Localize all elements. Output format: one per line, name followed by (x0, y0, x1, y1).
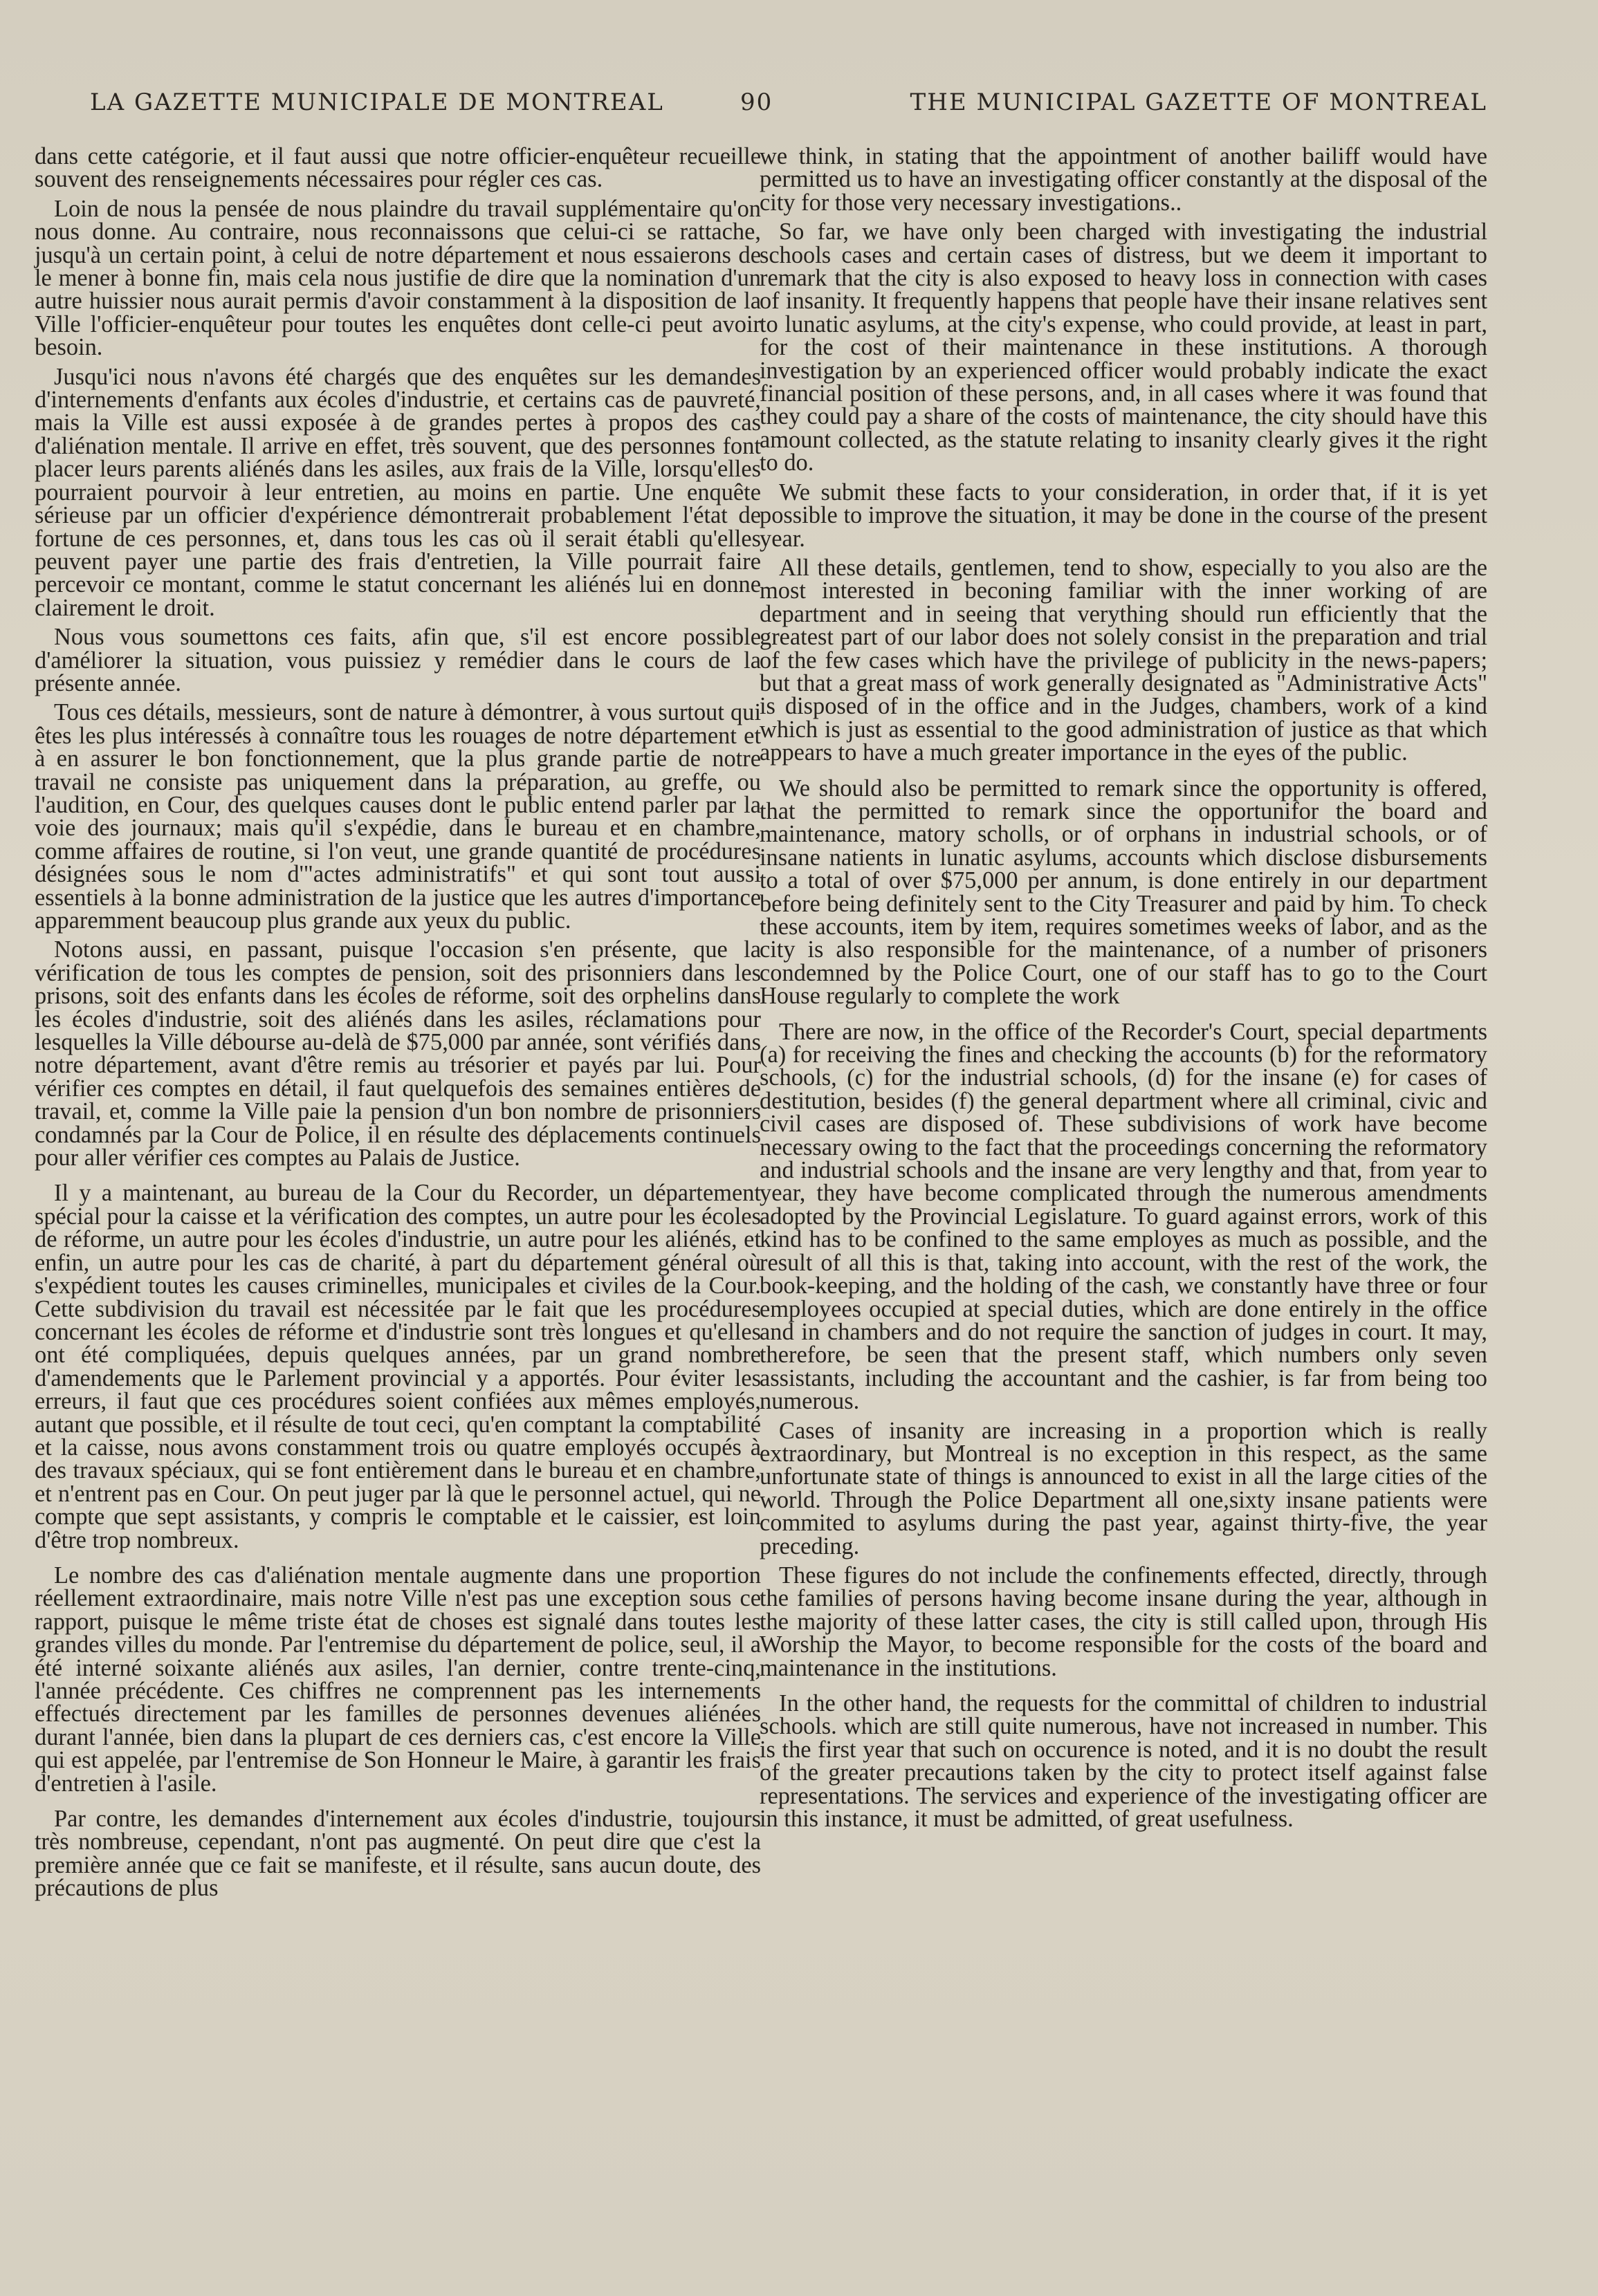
french-column (35, 145, 761, 1907)
paragraph: Par contre, les demandes d'internement aux écoles d'industrie, toujours très nombreuse, cependant, n'ont pas augmenté. On peut dire que c'est la première année que ce fait se manifeste, et il résulte, sans aucun doute, des précautions de plus (35, 1806, 761, 1902)
english-title: THE MUNICIPAL GAZETTE OF MONTREAL (910, 89, 1487, 116)
paragraph: Il y a maintenant, au bureau de la Cour du Recorder, un département spécial pour la caisse et la vérification des comptes, un autre pour les écoles de réforme, un autre pour les écoles d'industrie, un autre pour les aliénés, et enfin, un autre pour les cas de charité, à part du département général où s'expédient toutes les causes criminelles, municipales et civiles de la Cour. Cette subdivision du travail est nécessitée par le fait que les procédures concernant les écoles de réforme et d'industrie sont très longues et qu'elles ont été compliquées, depuis quelques années, par un grand nombre d'amendements que le Parlement provincial y a apportés. Pour éviter les erreurs, il faut que ces procédures soient confiées aux mêmes employés, autant que possible, et il résulte de tout ceci, qu'en comptant la comptabilité et la caisse, nous avons constamment trois ou quatre employés occupés à des travaux spéciaux, qui se font entièrement dans le bureau et en chambre, et n'entrent pas en Cour. On peut juger par là que le personnel actuel, qui ne compte que sept assistants, y compris le comptable et le caissier, est loin d'être trop nombreux. (35, 1180, 761, 1553)
paragraph: So far, we have only been charged with investigating the industrial schools cases and certain cases of distress, but we deem it important to remark that the city is also exposed to heavy loss in connection with cases of insanity. It frequently happens that people have their insane relatives sent to lunatic asylums, at the city's expense, who could provide, at least in part, for the cost of their maintenance in these institutions. A thorough investigation by an experienced officer would probably indicate the exact financial position of these persons, and, in all cases where it was found that they could pay a share of the costs of maintenance, the city should have this amount collected, as the statute relating to insanity clearly gives it the right to do. (760, 219, 1487, 476)
paragraph: These figures do not include the confinements effected, directly, through the families of persons having become insane during the year, although in the majority of these latter cases, the city is still called upon, through His Worship the Mayor, to become responsible for the costs of the board and maintenance in the institutions. (760, 1562, 1487, 1681)
paragraph: Nous vous soumettons ces faits, afin que, s'il est encore possible d'améliorer la situation, vous puissiez y remédier dans le cours de la présente année. (35, 624, 761, 696)
paragraph: Notons aussi, en passant, puisque l'occasion s'en présente, que la vérification de tous les comptes de pension, soit des prisonniers dans les prisons, soit des enfants dans les écoles de réforme, soit des orphelins dans les écoles d'industrie, soit des aliénés dans les asiles, réclamations pour lesquelles la Ville débourse au-delà de $75,000 par année, sont vérifiés dans notre département, avant d'être remis au trésorier et payés par lui. Pour vérifier ces comptes en détail, il faut quelquefois des semaines entières de travail, et, comme la Ville paie la pension d'un bon nombre de prisonniers condamnés par la Cour de Police, il en résulte des déplacements continuels pour aller vérifier ces comptes au Palais de Justice. (35, 936, 761, 1172)
paragraph: we think, in stating that the appointment of another bailiff would have permitted us to have an investigating officer constantly at the disposal of the city for those very necessary investigations.. (760, 143, 1487, 216)
paragraph: Cases of insanity are increasing in a proportion which is really extraordinary, but Montreal is no exception in this respect, as the same unfortunate state of things is announced to exist in all the large cities of the world. Through the Police Department all one,sixty insane patients were commited to asylums during the past year, against thirty-five, the year preceding. (760, 1417, 1487, 1559)
page-number: 90 (740, 89, 773, 116)
paragraph: There are now, in the office of the Recorder's Court, special departments (a) for receiving the fines and checking the accounts (b) for the reformatory schools, (c) for the industrial schools, (d) for the insane (e) for cases of destitution, besides (f) the general department where all criminal, civic and civil cases are disposed of. These subdivisions of work have become necessary owing to the fact that the proceedings concerning the reformatory and industrial schools and the insane are very lengthy and that, from year to year, they have become complicated through the numerous amendments adopted by the Provincial Legislature. To guard against errors, work of this kind has to be confined to the same employes as much as possible, and the result of all this is that, taking into account, with the rest of the work, the book-keeping, and the holding of the cash, we constantly have three or four employees occupied at special duties, which are done entirely in the office and in chambers and do not require the sanction of judges in court. It may, therefore, be seen that the present staff, which numbers only seven assistants, including the accountant and the cashier, is far from being too numerous. (760, 1018, 1487, 1415)
paragraph: Jusqu'ici nous n'avons été chargés que des enquêtes sur les demandes d'internements d'enfants aux écoles d'industrie, et certains cas de pauvreté, mais la Ville est aussi exposée à de grandes pertes à propos des cas d'aliénation mentale. Il arrive en effet, très souvent, que des personnes font placer leurs parents aliénés dans les asiles, aux frais de la Ville, lorsqu'elles pourraient pourvoir à leur entretien, au moins en partie. Une enquête sérieuse par un officier d'expérience démontrerait probablement l'état de fortune de ces personnes, et, dans tous les cas où il serait établi qu'elles peuvent payer une partie des frais d'entretien, la Ville pourrait faire percevoir ce montant, comme le statut concernant les aliénés lui en donne clairement le droit. (35, 363, 761, 621)
french-title: LA GAZETTE MUNICIPALE DE MONTREAL (90, 89, 664, 116)
paragraph: Loin de nous la pensée de nous plaindre du travail supplémentaire qu'on nous donne. Au contraire, nous reconnaissons que celui-ci se rattache, jusqu'à un certain point, à celui de notre département et nous essaierons de le mener à bonne fin, mais cela nous justifie de dire que la nomination d'un autre huissier nous aurait permis d'avoir constamment à la disposition de la Ville l'officier-enquêteur pour toutes les enquêtes dont celle-ci peut avoir besoin. (35, 195, 761, 361)
paragraph: We submit these facts to your consideration, in order that, if it is yet possible to improve the situation, it may be done in the course of the present year. (760, 479, 1487, 552)
paragraph: We should also be permitted to remark since the opportunity is offered, that the permitted to remark since the opportunifor the board and maintenance, matory scholls, or of orphans in industrial schools, or of insane natients in lunatic asylums, accounts which disclose disbursements to a total of over $75,000 per annum, is done entirely in our department before being definitely sent to the City Treasurer and paid by him. To check these accounts, item by item, requires sometimes weeks of labor, and as the city is also responsible for the maintenance, of a number of prisoners condemned by the Police Court, one of our staff has to go to the Court House regularly to complete the work (760, 775, 1487, 1010)
paragraph: Le nombre des cas d'aliénation mentale augmente dans une proportion réellement extraordinaire, mais notre Ville n'est pas une exception sous ce rapport, puisque le même triste état de choses est signalé dans toutes les grandes villes du monde. Par l'entremise du département de police, seul, il a été interné soixante aliénés aux asiles, l'an dernier, contre trente-cinq, l'année précédente. Ces chiffres ne comprennent pas les internements effectués directement par les familles de personnes devenues aliénées durant l'année, bien dans la plupart de ces derniers cas, c'est encore la Ville qui est appelée, par l'entremise de Son Honneur le Maire, à garantir les frais d'entretien à l'asile. (35, 1562, 761, 1797)
paragraph: Tous ces détails, messieurs, sont de nature à démontrer, à vous surtout qui êtes les plus intéressés à connaître tous les rouages de notre département et à en assurer le bon fonctionnement, que la plus grande partie de notre travail ne consiste pas uniquement dans la préparation, au greffe, ou l'audition, en Cour, des quelques causes dont le public entend parler par la voie des journaux; mais qu'il s'expédie, dans le bureau et en chambre, comme affaires de routine, si l'on veut, une grande quantité de procédures désignées sous le nom d'"actes administratifs" et qui sont tout aussi essentiels à la bonne administration de la justice que les autres d'importance apparemment beaucoup plus grande aux yeux du public. (35, 699, 761, 934)
english-column (760, 145, 1487, 1837)
paragraph: All these details, gentlemen, tend to show, especially to you also are the most interested in beconing familiar with the inner working of are department and in seeing that verything should run efficiently that the greatest part of our labor does not solely consist in the preparation and trial of the few cases which have the privilege of publicity in the news-papers; but that a great mass of work generally designated as "Administrative Acts" is disposed of in the office and in the Judges, chambers, work of a kind which is just as essential to the good administration of justice as that which appears to have a much greater importance in the eyes of the public. (760, 554, 1487, 766)
paragraph: dans cette catégorie, et il faut aussi que notre officier-enquêteur recueille souvent des renseignements nécessaires pour régler ces cas. (35, 143, 761, 193)
page-header (76, 89, 1522, 130)
paragraph: In the other hand, the requests for the committal of children to industrial schools. which are still quite numerous, have not increased in number. This is the first year that such on occurence is noted, and it is no doubt the result of the greater precautions taken by the city to protect itself against false representations. The services and experience of the investigating officer are in this instance, it must be admitted, of great usefulness. (760, 1690, 1487, 1833)
